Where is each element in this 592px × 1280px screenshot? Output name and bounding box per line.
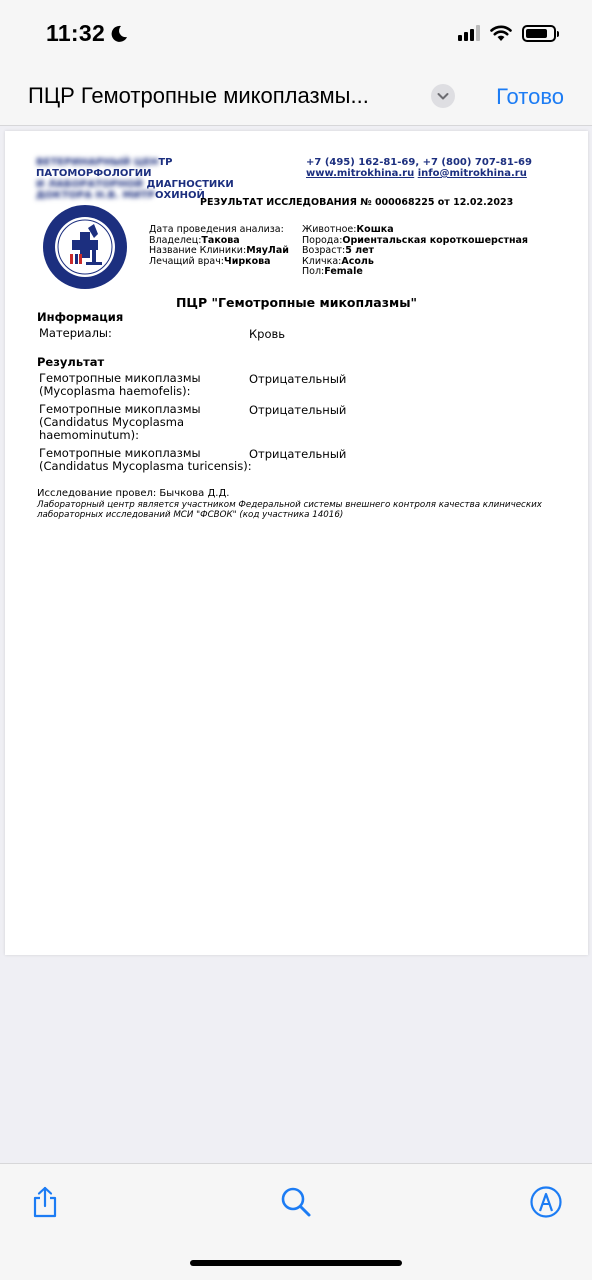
moon-icon <box>109 24 129 44</box>
status-time: 11:32 <box>46 20 106 46</box>
cellular-signal-icon <box>458 25 480 41</box>
document-title: ПЦР Гемотропные микоплазмы... <box>28 83 369 108</box>
material-label: Материалы: <box>39 326 112 340</box>
website-link[interactable]: www.mitrokhina.ru <box>306 168 415 179</box>
status-bar <box>0 0 592 66</box>
performed-by: Исследование провел: Бычкова Д.Д. <box>37 488 230 499</box>
navigation-bar <box>0 66 592 126</box>
result-label: Гемотропные микоплазмы (Candidatus Mycoplasma haemominutum): <box>39 402 201 442</box>
contacts <box>306 157 532 179</box>
test-title: ПЦР "Гемотропные микоплазмы" <box>175 295 418 310</box>
material-value: Кровь <box>249 327 286 341</box>
result-value: Отрицательный <box>249 372 347 386</box>
document-page <box>5 131 588 955</box>
clinic-logo <box>42 204 128 290</box>
home-indicator[interactable] <box>190 1260 402 1266</box>
result-label: Гемотропные микоплазмы (Candidatus Mycoplasma turicensis): <box>39 446 252 473</box>
info-heading: Информация <box>37 310 124 324</box>
result-value: Отрицательный <box>249 447 347 461</box>
email-link[interactable]: info@mitrokhina.ru <box>417 168 527 179</box>
markup-icon[interactable] <box>529 1185 563 1219</box>
battery-icon <box>522 25 556 42</box>
report-number: РЕЗУЛЬТАТ ИССЛЕДОВАНИЯ № 000068225 от 12.02.2023 <box>200 197 514 208</box>
patient-meta: Животное:Кошка Порода:Ориентальская короткошерстная Возраст:5 лет Кличка:Асоль Пол:Female <box>302 224 529 278</box>
result-label: Гемотропные микоплазмы (Mycoplasma haemofelis): <box>39 371 201 398</box>
quality-control-note: Лабораторный центр является участником Федеральной системы внешнего контроля качества клинических лабораторных исследований МСИ "ФСВОК" (код участника 14016) <box>37 500 542 520</box>
result-value: Отрицательный <box>249 403 347 417</box>
wifi-icon <box>489 24 513 42</box>
done-button[interactable]: Готово <box>496 84 564 109</box>
status-icons <box>458 24 556 42</box>
share-icon[interactable] <box>28 1185 62 1219</box>
search-icon[interactable] <box>279 1185 313 1219</box>
chevron-down-icon[interactable] <box>431 84 455 108</box>
result-heading: Результат <box>37 355 105 369</box>
phone-numbers: +7 (495) 162-81-69, +7 (800) 707-81-69 <box>306 157 532 168</box>
analysis-meta-left: Дата проведения анализа: Владелец:Такова Название Клиники:МяуЛай Лечащий врач:Чиркова <box>149 224 289 267</box>
organization-name: ВЕТЕРИНАРНЫЙ ЦЕНТР ПАТОМОРФОЛОГИИ И ЛАБОРАТОРНОЙ ДИАГНОСТИКИ ДОКТОРА Н.В. МИТРОХИНОЙ <box>36 157 234 201</box>
